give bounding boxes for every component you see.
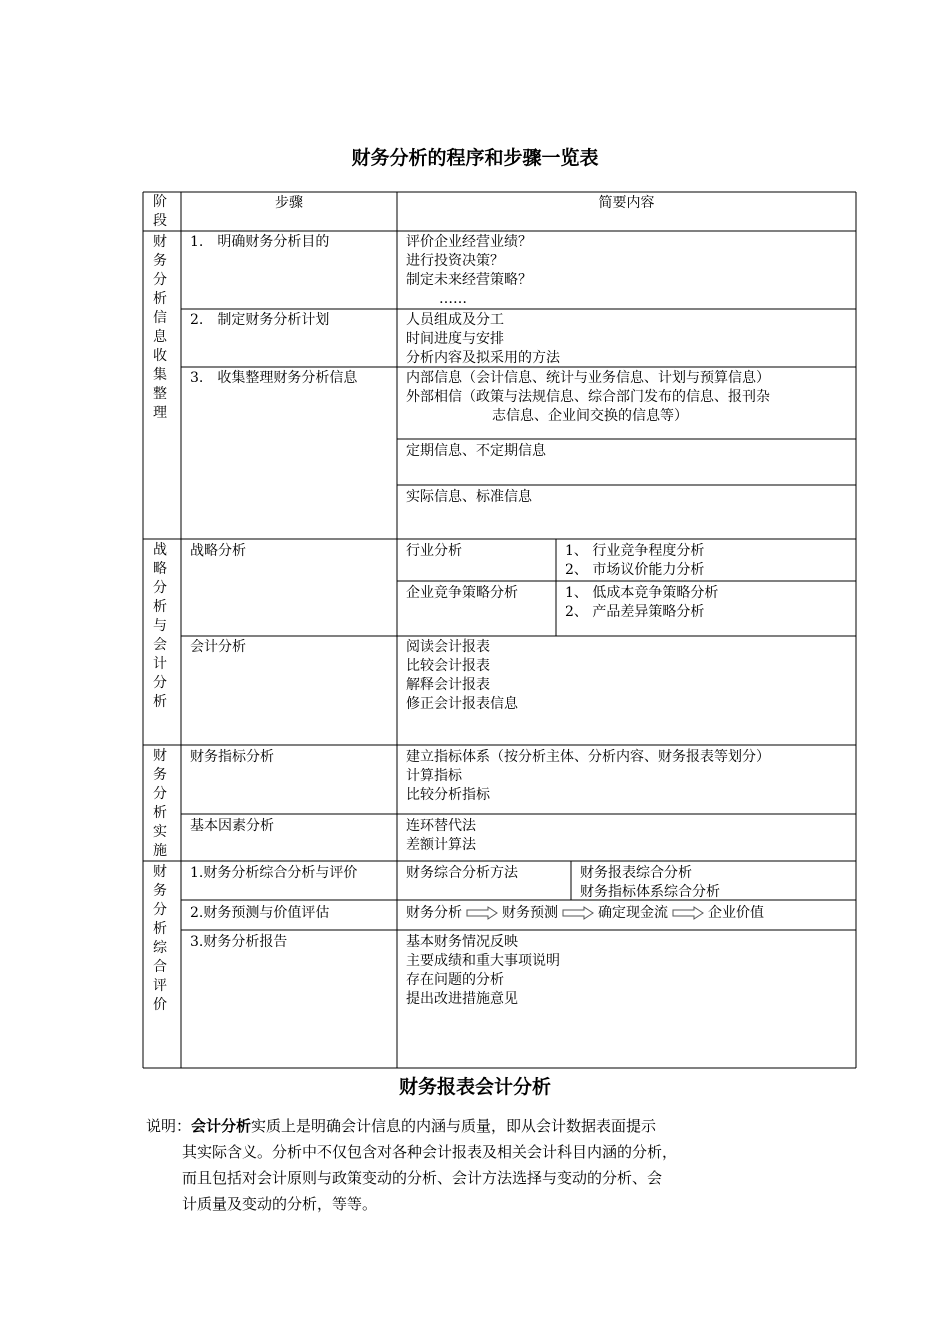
stage4-name: 财务分析综合评价 (153, 864, 167, 1013)
stage2-industry-items: 1、 行业竞争程度分析 2、 市场议价能力分析 (565, 543, 705, 578)
stage4-s3-content: 基本财务情况反映 主要成绩和重大事项说明 存在问题的分析 提出改进措施意见 (406, 934, 560, 1007)
stage3-factor: 基本因素分析 (190, 818, 274, 834)
stage4-s2-flow: 财务分析 财务预测 确定现金流 企业价值 (406, 905, 764, 921)
stage1-name: 财务分析信息收集整理 (153, 234, 167, 421)
note-first: 实质上是明确会计信息的内涵与质量，即从会计数据表面提示 (251, 1117, 657, 1135)
header-stage: 阶段 (153, 194, 167, 229)
header-step: 步骤 (275, 195, 303, 211)
stage1-step1: 1. 明确财务分析目的 (190, 234, 330, 250)
stage1-step1-content: 评价企业经营业绩？ 进行投资决策？ 制定未来经营策略？ …… (406, 234, 532, 307)
stage1-step2: 2. 制定财务分析计划 (190, 312, 330, 328)
stage2-industry: 行业分析 (406, 543, 462, 559)
right-arrow-icon (466, 906, 498, 920)
stage2-accounting-content: 阅读会计报表 比较会计报表 解释会计报表 修正会计报表信息 (406, 639, 518, 712)
page-title: 财务分析的程序和步骤一览表 (351, 147, 599, 169)
stage3-factor-content: 连环替代法 差额计算法 (406, 818, 476, 853)
note-line: 其实际含义。分析中不仅包含对各种会计报表及相关会计科目内涵的分析， (182, 1143, 678, 1161)
stage4-s3: 3.财务分析报告 (190, 934, 288, 950)
note-paragraph (146, 1113, 816, 1217)
stage1-step3-c: 实际信息、标准信息 (406, 489, 532, 505)
stage2-accounting: 会计分析 (190, 639, 246, 655)
stage3-indicator: 财务指标分析 (190, 749, 274, 765)
note-line: 计质量及变动的分析，等等。 (182, 1195, 378, 1213)
note-line: 而且包括对会计原则与政策变动的分析、会计方法选择与变动的分析、会 (182, 1169, 663, 1187)
stage3-name: 财务分析实施 (153, 748, 167, 859)
stage2-strategy: 战略分析 (190, 543, 246, 559)
stage2-competition: 企业竞争策略分析 (406, 585, 518, 601)
note-prefix: 说明： (146, 1117, 192, 1135)
stage2-competition-items: 1、 低成本竞争策略分析 2、 产品差异策略分析 (565, 585, 719, 620)
stage4-s1-method: 财务综合分析方法 (406, 865, 518, 881)
stage4-s1-items: 财务报表综合分析 财务指标体系综合分析 (580, 865, 720, 900)
header-content: 简要内容 (598, 195, 655, 211)
stage1-step3-content: 内部信息（会计信息、统计与业务信息、计划与预算信息） 外部相信（政策与法规信息、综合部门发布的信息、报刊杂 志信息、企业间交换的信息等） (406, 370, 770, 424)
stage1-step2-content: 人员组成及分工 时间进度与安排 分析内容及拟采用的方法 (406, 312, 560, 366)
stage2-name: 战略分析与会计分析 (153, 542, 167, 710)
stage3-indicator-content: 建立指标体系（按分析主体、分析内容、财务报表等划分） 计算指标 比较分析指标 (406, 749, 770, 803)
stage4-s2: 2.财务预测与价值评估 (190, 905, 330, 921)
note-bold: 会计分析 (191, 1117, 252, 1135)
stage1-step3-b: 定期信息、不定期信息 (406, 443, 546, 459)
stage1-step3: 3. 收集整理财务分析信息 (190, 370, 358, 386)
section-title: 财务报表会计分析 (398, 1076, 551, 1098)
right-arrow-icon (562, 906, 594, 920)
stage4-s1: 1.财务分析综合分析与评价 (190, 865, 358, 881)
right-arrow-icon (672, 906, 704, 920)
